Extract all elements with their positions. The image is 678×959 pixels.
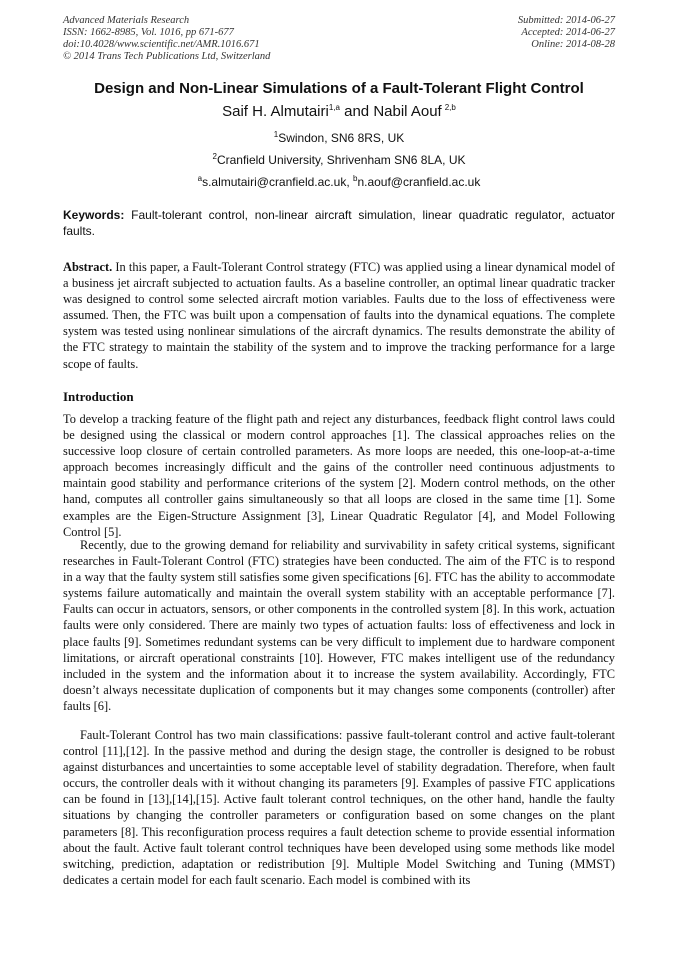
affiliation-marker: 1 <box>273 130 279 139</box>
email-marker: a <box>197 174 203 183</box>
journal-name: Advanced Materials Research <box>63 15 190 26</box>
author-name: Nabil Aouf <box>373 103 442 120</box>
author-conjunction: and <box>339 103 374 120</box>
email-text: n.aouf@cranfield.ac.uk <box>357 175 481 189</box>
paper-title: Design and Non-Linear Simulations of a Fault-Tolerant Flight Control <box>94 80 584 97</box>
author-name: Saif H. Almutairi <box>222 103 329 120</box>
journal-issn: ISSN: 1662-8985, Vol. 1016, pp 671-677 <box>63 27 234 38</box>
paragraph: Fault-Tolerant Control has two main classifications: passive fault-tolerant control and active fault-tolerant control [11],[12]. In the passive method and during the design stage, the controller is designed to be robust against disturbances and uncertainties to some acceptable level of stability degradation. Therefore, when fault occurs, the controller deals with it without changing its parameters [9]. Examples of passive FTC applications can be found in [13],[14],[15]. Active fault tolerant control techniques, on the other hand, handle the faulty situations by changing the controller parameters or configuration based on some changes on the plant parameters [8]. This reconfiguration process requires a fault detection scheme to provide essential information about the fault. Active fault tolerant control techniques have been developed using some methods like model switching, prediction, adaptation or redistribution [9]. Multiple Model Switching and Tuning (MMST) dedicates a certain model for each fault scenario. Each model is combined with its <box>63 728 615 887</box>
paragraph: Recently, due to the growing demand for reliability and survivability in safety critical systems, significant researches in Fault-Tolerant Control (FTC) strategies have been conducted. The aim of the FTC is to respond in a way that the faulty system still satisfies some given specifications [6]. FTC has the ability to accommodate systems failure automatically and maintain the overall system stability with an acceptable performance [7]. Faults can occur in actuators, sensors, or other components in the controlled system [8]. In this work, actuation faults were only considered. There are mainly two types of actuation faults: loss of effectiveness and lock in place faults [9]. Sometimes redundant systems can be very difficult to implement due to hardware component limitations, or aircraft operational constraints [10]. However, FTC makes intelligent use of the redundancy included in the system and the information about it to increase the system availability. Accordingly, FTC doesn’t always necessitate duplication of components but it may changes some components (controller) after faults [6]. <box>63 538 615 713</box>
submitted-date: Submitted: 2014-06-27 <box>517 15 615 26</box>
abstract <box>63 259 615 372</box>
journal-info <box>63 15 270 63</box>
section-heading: Introduction <box>63 389 134 404</box>
abstract-label: Abstract. <box>63 260 113 274</box>
author-list <box>0 103 678 120</box>
affiliation <box>0 131 678 145</box>
publication-dates <box>518 15 615 51</box>
online-date: Online: 2014-08-28 <box>531 39 615 50</box>
keywords <box>63 207 615 239</box>
journal-copyright: © 2014 Trans Tech Publications Ltd, Switzerland <box>63 51 271 62</box>
accepted-date: Accepted: 2014-06-27 <box>521 27 615 38</box>
email-marker: b <box>352 174 358 183</box>
keywords-text: Fault-tolerant control, non-linear aircraft simulation, linear quadratic regulator, actuator faults. <box>63 208 615 238</box>
author-affiliation-marker: 2,b <box>444 103 456 112</box>
affiliation <box>0 153 678 167</box>
affiliation-text: Cranfield University, Shrivenham SN6 8LA, UK <box>216 153 466 167</box>
author-emails <box>0 175 678 189</box>
author-affiliation-marker: 1,a <box>328 103 340 112</box>
affiliation-text: Swindon, SN6 8RS, UK <box>278 131 405 145</box>
email-text: s.almutairi@cranfield.ac.uk, <box>202 175 353 189</box>
abstract-text: In this paper, a Fault-Tolerant Control strategy (FTC) was applied using a linear dynamical model of a business jet aircraft subjected to actuation faults. As a baseline controller, an optimal linear quadratic tracker was designed to control some selected aircraft motion variables. Faults due to the loss of effectiveness were assumed. Then, the FTC was built upon a compensation of faults into the dynamical equations. The complete system was tested using nonlinear simulations of the aircraft dynamics. The results demonstrate the ability of the FTC strategy to maintain the stability of the system and to improve the tracking performance for a large scope of faults. <box>63 260 615 371</box>
keywords-label: Keywords: <box>63 208 125 222</box>
journal-doi: doi:10.4028/www.scientific.net/AMR.1016.671 <box>63 39 260 50</box>
paragraph: To develop a tracking feature of the flight path and reject any disturbances, feedback flight control laws could be designed using the classical or modern control approaches [1]. The classical approaches relies on the successive loop closure of certain controlled parameters. As more loops are needed, this one-loop-at-a-time approach becomes increasingly difficult and the gains of the controller need continuous adjustments to maintain good stability and performance criterions of the system [2]. Modern control methods, on the other hand, computes all controller gains simultaneously so that all loops are closed in the same time [1]. Some examples are the Eigen-Structure Assignment [3], Linear Quadratic Regulator [4], and Model Following Control [5]. <box>63 412 615 539</box>
affiliation-marker: 2 <box>212 152 217 161</box>
